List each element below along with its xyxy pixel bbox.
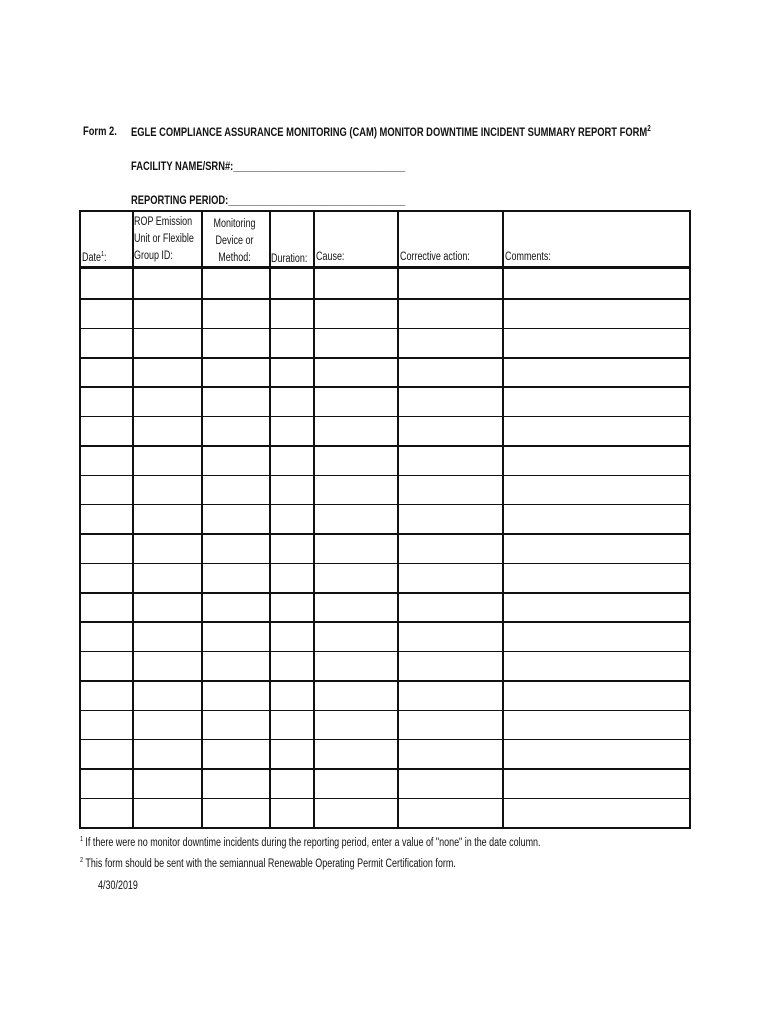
table-cell[interactable] — [504, 359, 688, 385]
table-cell[interactable] — [504, 388, 688, 414]
table-cell[interactable] — [399, 506, 501, 532]
column-header-comments: Comments: — [505, 251, 551, 263]
table-cell[interactable] — [271, 800, 312, 826]
table-cell[interactable] — [315, 418, 396, 444]
table-cell[interactable] — [271, 682, 312, 708]
table-cell[interactable] — [271, 535, 312, 561]
table-cell[interactable] — [271, 506, 312, 532]
table-cell[interactable] — [504, 594, 688, 620]
table-cell[interactable] — [203, 565, 268, 591]
table-cell[interactable] — [399, 330, 501, 356]
revision-date: 4/30/2019 — [98, 880, 138, 892]
table-cell[interactable] — [271, 653, 312, 679]
table-cell[interactable] — [83, 594, 131, 620]
table-cell[interactable] — [134, 506, 200, 532]
column-header-cause: Cause: — [316, 251, 345, 263]
table-cell[interactable] — [83, 300, 131, 326]
table-cell[interactable] — [315, 682, 396, 708]
table-cell[interactable] — [83, 506, 131, 532]
table-cell[interactable] — [203, 623, 268, 649]
footnotes — [80, 831, 670, 873]
table-cell[interactable] — [315, 653, 396, 679]
table-cell[interactable] — [134, 477, 200, 503]
table-cell[interactable] — [315, 477, 396, 503]
table-cell[interactable] — [134, 741, 200, 767]
column-header-corrective-action: Corrective action: — [400, 251, 470, 263]
table-cell[interactable] — [504, 712, 688, 738]
table-cell[interactable] — [315, 388, 396, 414]
table-cell[interactable] — [83, 741, 131, 767]
table-cell[interactable] — [504, 300, 688, 326]
table-cell[interactable] — [83, 388, 131, 414]
table-cell[interactable] — [203, 770, 268, 796]
table-cell[interactable] — [134, 770, 200, 796]
table-cell[interactable] — [271, 477, 312, 503]
table-cell[interactable] — [399, 682, 501, 708]
table-cell[interactable] — [203, 682, 268, 708]
table-cell[interactable] — [315, 623, 396, 649]
table-cell[interactable] — [203, 418, 268, 444]
table-cell[interactable] — [134, 388, 200, 414]
table-cell[interactable] — [83, 712, 131, 738]
table-cell[interactable] — [504, 623, 688, 649]
table-cell[interactable] — [83, 330, 131, 356]
table-cell[interactable] — [271, 418, 312, 444]
form-title — [131, 124, 770, 139]
table-cell[interactable] — [399, 653, 501, 679]
table-cell[interactable] — [203, 271, 268, 297]
table-cell[interactable] — [315, 741, 396, 767]
table-cell[interactable] — [83, 418, 131, 444]
table-cell[interactable] — [399, 271, 501, 297]
table-cell[interactable] — [83, 359, 131, 385]
table-cell[interactable] — [315, 535, 396, 561]
table-cell[interactable] — [504, 330, 688, 356]
table-cell[interactable] — [134, 418, 200, 444]
table-cell[interactable] — [83, 653, 131, 679]
table-cell[interactable] — [315, 359, 396, 385]
table-cell[interactable] — [504, 418, 688, 444]
table-cell[interactable] — [504, 565, 688, 591]
table-cell[interactable] — [83, 770, 131, 796]
footnote-mark: 2 — [647, 124, 651, 133]
table-cell[interactable] — [504, 741, 688, 767]
table-cell[interactable] — [315, 300, 396, 326]
table-cell[interactable] — [203, 653, 268, 679]
table-cell[interactable] — [504, 770, 688, 796]
table-cell[interactable] — [399, 535, 501, 561]
table-cell[interactable] — [203, 330, 268, 356]
table-cell[interactable] — [203, 800, 268, 826]
table-cell[interactable] — [399, 623, 501, 649]
incident-summary-table — [79, 210, 691, 829]
table-cell[interactable] — [271, 447, 312, 473]
table-cell[interactable] — [399, 565, 501, 591]
table-cell[interactable] — [504, 271, 688, 297]
table-cell[interactable] — [203, 535, 268, 561]
table-cell[interactable] — [134, 653, 200, 679]
table-cell[interactable] — [504, 682, 688, 708]
table-cell[interactable] — [399, 594, 501, 620]
table-cell[interactable] — [315, 770, 396, 796]
form-title-text: EGLE COMPLIANCE ASSURANCE MONITORING (CAM) MONITOR DOWNTIME INCIDENT SUMMARY REPORT FORM — [131, 125, 648, 139]
table-cell[interactable] — [203, 388, 268, 414]
table-cell[interactable] — [315, 271, 396, 297]
table-cell[interactable] — [83, 535, 131, 561]
table-cell[interactable] — [504, 477, 688, 503]
table-cell[interactable] — [315, 594, 396, 620]
table-cell[interactable] — [134, 712, 200, 738]
table-cell[interactable] — [134, 359, 200, 385]
form-number-label: Form 2. — [83, 124, 117, 138]
table-cell[interactable] — [399, 477, 501, 503]
table-cell[interactable] — [83, 623, 131, 649]
table-cell[interactable] — [504, 447, 688, 473]
table-cell[interactable] — [203, 594, 268, 620]
table-cell[interactable] — [203, 447, 268, 473]
table-cell[interactable] — [271, 565, 312, 591]
table-cell[interactable] — [315, 330, 396, 356]
facility-name-field[interactable]: FACILITY NAME/SRN#:_________________________________ — [131, 159, 406, 173]
table-cell[interactable] — [399, 770, 501, 796]
column-header-monitoring-device: Monitoring Device or Method: — [213, 218, 256, 264]
table-cell[interactable] — [399, 712, 501, 738]
table-cell[interactable] — [203, 741, 268, 767]
table-cell[interactable] — [203, 477, 268, 503]
table-cell[interactable] — [83, 271, 131, 297]
table-cell[interactable] — [504, 800, 688, 826]
table-cell[interactable] — [134, 800, 200, 826]
table-cell[interactable] — [134, 330, 200, 356]
table-cell[interactable] — [83, 682, 131, 708]
table-cell[interactable] — [271, 300, 312, 326]
table-cell[interactable] — [134, 565, 200, 591]
table-cell[interactable] — [399, 359, 501, 385]
table-cell[interactable] — [504, 653, 688, 679]
footnote-mark: 1 — [100, 251, 104, 258]
table-cell[interactable] — [134, 300, 200, 326]
table-cell[interactable] — [203, 506, 268, 532]
table-cell[interactable] — [504, 506, 688, 532]
footnote-1: $^1$ If there were no monitor downtime incidents during the reporting period, enter a value of "none" in the date column. — [80, 836, 541, 849]
header-divider — [81, 266, 689, 269]
table-cell[interactable] — [399, 388, 501, 414]
table-cell[interactable] — [134, 447, 200, 473]
table-cell[interactable] — [315, 565, 396, 591]
table-cell[interactable] — [315, 447, 396, 473]
table-cell[interactable] — [203, 712, 268, 738]
table-cell[interactable] — [315, 506, 396, 532]
table-cell[interactable] — [83, 800, 131, 826]
table-cell[interactable] — [399, 418, 501, 444]
table-cell[interactable] — [83, 477, 131, 503]
table-cell[interactable] — [315, 712, 396, 738]
table-cell[interactable] — [271, 712, 312, 738]
table-cell[interactable] — [83, 565, 131, 591]
table-cell[interactable] — [315, 800, 396, 826]
table-cell[interactable] — [203, 300, 268, 326]
table-cell[interactable] — [203, 359, 268, 385]
table-cell[interactable] — [399, 741, 501, 767]
table-cell[interactable] — [504, 535, 688, 561]
table-cell[interactable] — [134, 682, 200, 708]
table-cell[interactable] — [399, 800, 501, 826]
table-cell[interactable] — [399, 447, 501, 473]
table-cell[interactable] — [271, 741, 312, 767]
table-cell[interactable] — [271, 594, 312, 620]
table-cell[interactable] — [271, 770, 312, 796]
table-cell[interactable] — [134, 271, 200, 297]
table-cell[interactable] — [134, 594, 200, 620]
table-cell[interactable] — [271, 623, 312, 649]
reporting-period-field[interactable]: REPORTING PERIOD:__________________________________ — [131, 193, 406, 207]
table-cell[interactable] — [271, 330, 312, 356]
table-cell[interactable] — [134, 623, 200, 649]
table-cell[interactable] — [271, 388, 312, 414]
column-header-emission-unit: ROP Emission Unit or Flexible Group ID: — [134, 216, 194, 262]
column-header-duration: Duration: — [271, 253, 308, 265]
footnote-2: $^2$ This form should be sent with the semiannual Renewable Operating Permit Certification form. — [80, 857, 456, 870]
table-cell[interactable] — [271, 271, 312, 297]
table-cell[interactable] — [271, 359, 312, 385]
column-header-date: Date$^1$: — [82, 251, 107, 264]
table-cell[interactable] — [134, 535, 200, 561]
table-cell[interactable] — [83, 447, 131, 473]
table-cell[interactable] — [399, 300, 501, 326]
